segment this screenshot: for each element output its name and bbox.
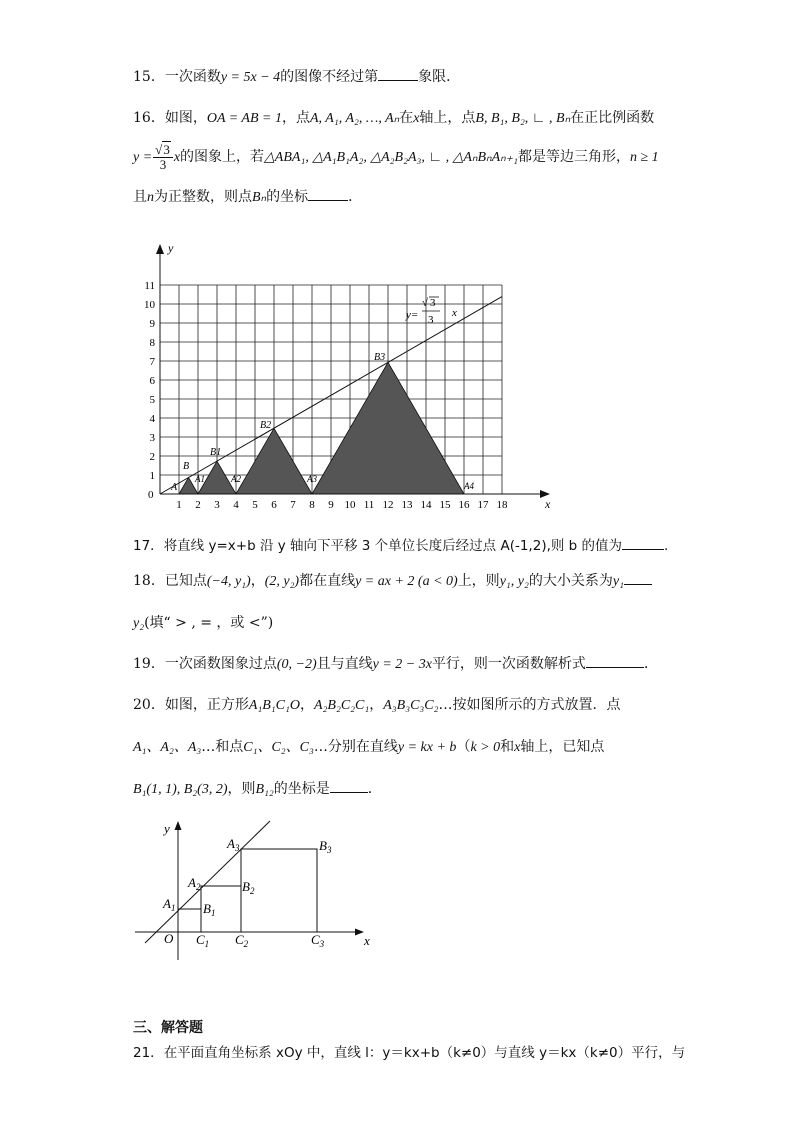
question-21: 21．在平面直角坐标系 xOy 中，直线 l：y＝kx+b（k≠0）与直线 y＝kx（k≠0）平行，与 (133, 1045, 686, 1061)
point-label-B1: B1 (210, 447, 222, 458)
origin-label: O (164, 931, 174, 946)
point-label-C2: $C_2$ (235, 932, 249, 949)
point-label-A1: $A_1$ (163, 896, 176, 913)
point-label-B: B (183, 461, 190, 472)
answer-blank[interactable] (330, 778, 368, 793)
point-label-A3: $A_3$ (227, 836, 240, 853)
x-tick-labels (176, 499, 508, 511)
function-label-sqrt-icon: √ (422, 297, 429, 309)
x-tick-label: 4 (233, 499, 239, 511)
y-axis-label: y (168, 241, 174, 255)
y-axis-arrow-icon (156, 244, 164, 254)
point-label-B2: B2 (260, 420, 272, 431)
function-label-num: 3 (430, 297, 436, 309)
function-label-den: 3 (428, 314, 434, 326)
y-tick-label: 9 (149, 318, 155, 330)
square-1 (178, 909, 201, 932)
x-axis-label: x (364, 933, 370, 948)
question-19: 19．一次函数图象过点(0, −2)且与直线y = 2 − 3x平行，则一次函数解析式 ． (133, 653, 658, 675)
point-label-A1: A1 (195, 474, 205, 484)
x-tick-label: 18 (496, 499, 508, 511)
question-18-line-1: 18．已知点(−4, y₁)，(2, y₂)都在直线y = ax + 2 (a < 0)上，则y₁, y₂的大小关系为y₁ (133, 570, 652, 592)
y-tick-label: 10 (144, 299, 155, 311)
question-number: 15． (133, 69, 165, 85)
x-tick-label: 5 (252, 499, 258, 511)
x-tick-label: 9 (328, 499, 334, 511)
question-20-line-3: B₁(1, 1), B₂(3, 2)，则B₁₂的坐标是 ． (133, 778, 382, 800)
point-label-B2: $B_2$ (242, 879, 255, 896)
answer-blank[interactable] (624, 570, 652, 585)
math-expression: y = 5x − 4 (220, 70, 281, 85)
question-18-line-2: y₂(填“ > , = ，或 <”) (133, 615, 274, 631)
point-label-A4: A4 (464, 481, 474, 491)
x-axis-arrow-icon (355, 929, 364, 936)
question-20-line-1: 20．如图，正方形A₁B₁C₁O，A₂B₂C₂C₁，A₃B₃C₃C₂…按如图所示的方式放置．点 (133, 697, 621, 713)
question-number: 17． (133, 538, 164, 554)
equilateral-triangle-4 (312, 362, 464, 494)
question-number: 18． (133, 573, 165, 589)
y-tick-label: 1 (149, 470, 155, 482)
point-label-B3: $B_3$ (319, 838, 332, 855)
fraction-sqrt3-over-3: $\frac{√3}{3}$ (153, 143, 173, 172)
section-title: 三、解答题 (133, 1020, 203, 1036)
line-y-kx-b (145, 821, 270, 943)
answer-blank[interactable] (622, 535, 664, 550)
y-tick-label: 4 (149, 413, 155, 425)
y-tick-label: 7 (149, 356, 155, 368)
y-tick-label: 3 (149, 432, 155, 444)
x-tick-label: 14 (420, 499, 432, 511)
question-number: 16． (133, 110, 165, 126)
point-label-B3: B3 (374, 352, 386, 363)
question-16-line-3: 且n为正整数，则点Bₙ的坐标 ． (133, 186, 362, 208)
x-tick-label: 12 (382, 499, 394, 511)
equilateral-triangle-3 (236, 428, 312, 494)
answer-blank[interactable] (586, 653, 644, 668)
x-tick-label: 11 (363, 499, 375, 511)
question-number: 19． (133, 656, 165, 672)
y-tick-label: 5 (149, 394, 155, 406)
x-tick-label: 6 (271, 499, 277, 511)
x-tick-label: 10 (344, 499, 356, 511)
x-tick-label: 7 (290, 499, 296, 511)
x-tick-label: 15 (439, 499, 451, 511)
x-tick-label: 13 (401, 499, 413, 511)
point-label-C1: $C_1$ (196, 932, 210, 949)
function-label-y: y= (406, 309, 419, 321)
point-label-A2: $A_2$ (188, 875, 201, 892)
y-axis-arrow-icon (175, 821, 182, 830)
question-16-line-1: 16．如图，OA = AB = 1，点A, A₁, A₂, …, Aₙ在x轴上，点B, B₁, B₂, ∟ , Bₙ在正比例函数 (133, 110, 655, 126)
triangle-chart-figure (140, 238, 560, 513)
question-17: 17．将直线 y=x+b 沿 y 轴向下平移 3 个单位长度后经过点 A(-1,2),则 b 的值为 . (133, 535, 668, 556)
y-tick-label: 2 (149, 451, 155, 463)
x-tick-label: 8 (309, 499, 315, 511)
answer-blank[interactable] (378, 66, 418, 81)
answer-blank[interactable] (308, 186, 348, 201)
question-number: 20． (133, 697, 165, 713)
y-tick-label: 11 (144, 280, 155, 292)
y-tick-labels (144, 280, 156, 482)
origin-label: 0 (148, 489, 154, 501)
x-axis-label: x (545, 497, 551, 511)
point-label-A3: A3 (307, 474, 317, 484)
triangles (179, 362, 464, 494)
x-tick-label: 1 (176, 499, 182, 511)
question-number: 21． (133, 1045, 164, 1061)
point-label-A2: A2 (231, 474, 241, 484)
question-16-line-2: y = $\frac{√3}{3}$ x的图象上，若△ABA₁, △A₁B₁A₂, △A₂B₂A₃, ∟ , △AₙBₙAₙ₊₁都是等边三角形，n ≥ 1 (133, 141, 659, 172)
x-tick-label: 2 (195, 499, 201, 511)
question-20-line-2: A₁、A₂、A₃…和点C₁、C₂、C₃…分别在直线y = kx + b（k > 0和x轴上，已知点 (133, 739, 605, 755)
x-tick-label: 16 (458, 499, 470, 511)
question-15: 15．一次函数y = 5x − 4的图像不经过第 象限． (133, 66, 460, 88)
point-label-A: A (171, 482, 178, 493)
x-tick-label: 3 (214, 499, 220, 511)
point-label-B1: $B_1$ (203, 901, 216, 918)
point-label-C3: $C_3$ (311, 932, 325, 949)
y-tick-label: 6 (149, 375, 155, 387)
function-label-x: x (452, 307, 457, 319)
y-tick-label: 8 (149, 337, 155, 349)
y-axis-label: y (164, 821, 170, 836)
squares-figure (130, 815, 390, 965)
x-tick-label: 17 (477, 499, 489, 511)
